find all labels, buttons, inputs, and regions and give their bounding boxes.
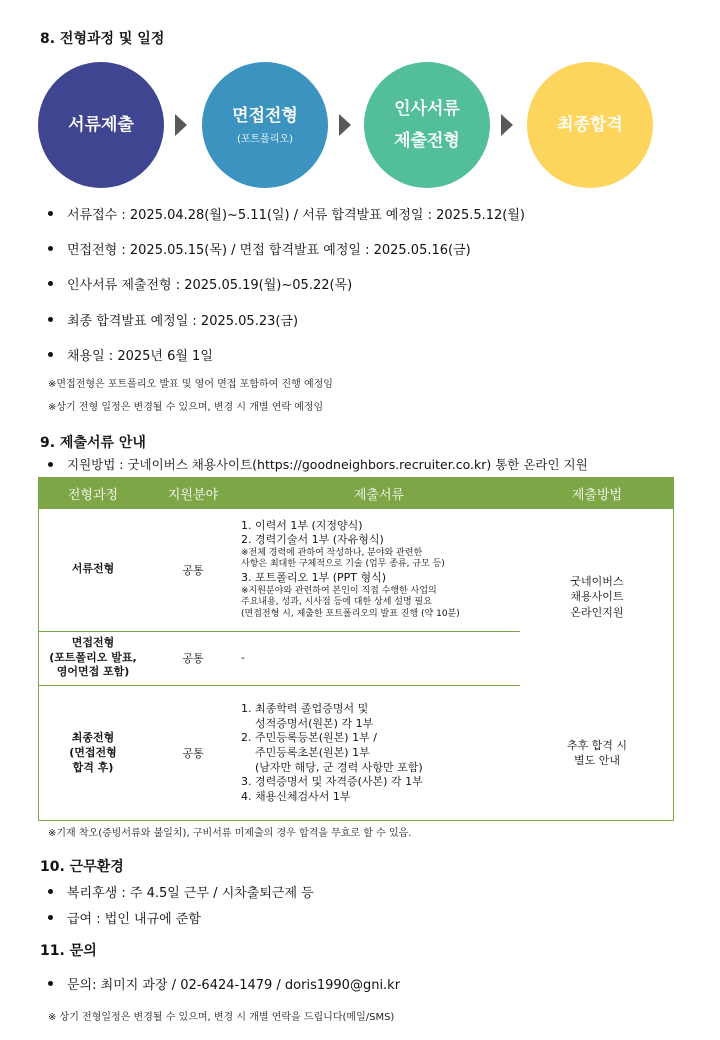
table-row (38, 509, 674, 631)
row-documents (238, 509, 520, 631)
documents-table (38, 477, 674, 821)
table-note: ※기재 착오(증빙서류와 불일치), 구비서류 미제출의 경우 합격을 무효로 할 수 있음. (48, 828, 412, 839)
step-hr-documents (364, 62, 490, 188)
step-final-pass (527, 62, 653, 188)
step-interview (202, 62, 328, 188)
contact-item: 문의: 최미지 과장 / 02-6424-1479 / doris1990@gni.kr (48, 974, 400, 993)
schedule-item: 최종 합격발표 예정일 : 2025.05.23(금) (48, 310, 298, 329)
doc-note: ※전체 경력에 관하여 작성하나, 분야와 관련한 (241, 547, 423, 558)
row-field: 공통 (148, 509, 238, 631)
doc-line: 성적증명서(원본) 각 1부 (255, 716, 374, 730)
header-stage: 전형과정 (38, 477, 148, 509)
step-2-sub: (포트폴리오) (236, 134, 294, 146)
doc-line: (남자만 해당, 군 경력 사항만 포함) (255, 760, 423, 774)
doc-line: 2. 경력기술서 1부 (자유형식) (241, 533, 384, 547)
doc-note: ※지원분야와 관련하여 본인이 직접 수행한 사업의 (241, 585, 437, 596)
doc-note: (면접전형 시, 제출한 포트폴리오의 발표 진행 (약 10분) (241, 609, 460, 620)
doc-line: 1. 이력서 1부 (지정양식) (241, 518, 363, 532)
contact-note: ※ 상기 전형일정은 변경될 수 있으며, 변경 시 개별 연락을 드립니다(메일/SMS) (48, 1012, 395, 1023)
section-11-title: 11. 문의 (40, 943, 97, 959)
row-stage: 최종전형 (면접전형 합격 후) (69, 730, 117, 774)
bullet-icon (48, 352, 53, 357)
schedule-item: 서류접수 : 2025.04.28(월)~5.11(일) / 서류 합격발표 예정일 : 2025.5.12(월) (48, 204, 525, 223)
row-documents (238, 685, 520, 821)
doc-line: 4. 채용신체검사서 1부 (241, 789, 351, 803)
bullet-icon (48, 246, 53, 251)
bullet-icon (48, 889, 53, 894)
bullet-icon (48, 211, 53, 216)
row-documents: - (238, 631, 520, 685)
schedule-note: ※면접전형은 포트폴리오 발표 및 영어 면접 포함하여 진행 예정임 (48, 379, 333, 390)
doc-line: 3. 포트폴리오 1부 (PPT 형식) (241, 571, 387, 585)
bullet-icon (48, 915, 53, 920)
header-method: 제출방법 (520, 477, 674, 509)
work-env-item: 복리후생 : 주 4.5일 근무 / 시차출퇴근제 등 (48, 882, 314, 901)
arrow-right-icon (175, 114, 187, 136)
table-row (38, 685, 674, 821)
row-method: 굿네이버스 채용사이트 온라인지원 (570, 574, 624, 619)
doc-line: 2. 주민등록등본(원본) 1부 / (241, 731, 377, 745)
step-2-label: 면접전형 (232, 105, 298, 126)
doc-note: 사항은 최대한 구체적으로 기술 (업무 종류, 규모 등) (241, 559, 445, 570)
arrow-right-icon (501, 114, 513, 136)
step-3-label-1: 인사서류 (394, 98, 460, 119)
arrow-right-icon (339, 114, 351, 136)
step-4-label: 최종합격 (557, 114, 623, 135)
doc-line: 1. 최종학력 졸업증명서 및 (241, 702, 369, 716)
apply-method: 지원방법 : 굿네이버스 채용사이트(https://goodneighbors.recruiter.co.kr) 통한 온라인 지원 (48, 455, 588, 473)
schedule-item: 면접전형 : 2025.05.15(목) / 면접 합격발표 예정일 : 2025.05.16(금) (48, 239, 471, 258)
schedule-item: 채용일 : 2025년 6월 1일 (48, 345, 213, 364)
row-field: 공통 (148, 631, 238, 685)
bullet-icon (48, 462, 53, 467)
step-1-label: 서류제출 (68, 114, 134, 135)
section-9-title: 9. 제출서류 안내 (40, 435, 146, 451)
doc-note: 주요내용, 성과, 시사점 등에 대한 상세 설명 필요 (241, 597, 432, 608)
table-header-row (38, 477, 674, 509)
bullet-icon (48, 317, 53, 322)
doc-line: 3. 경력증명서 및 자격증(사본) 각 1부 (241, 775, 423, 789)
step-document-submission (38, 62, 164, 188)
header-field: 지원분야 (148, 477, 238, 509)
doc-line: 주민등록초본(원본) 1부 (255, 745, 370, 759)
row-stage: 서류전형 (38, 509, 148, 631)
bullet-icon (48, 281, 53, 286)
work-env-item: 급여 : 법인 내규에 준함 (48, 908, 201, 927)
schedule-item: 인사서류 제출전형 : 2025.05.19(월)~05.22(목) (48, 274, 352, 293)
row-stage: 면접전형 (포트폴리오 발표, 영어면접 포함) (38, 631, 148, 685)
header-documents: 제출서류 (238, 477, 520, 509)
section-8-title: 8. 전형과정 및 일정 (40, 31, 165, 47)
row-field: 공통 (182, 747, 204, 761)
section-10-title: 10. 근무환경 (40, 859, 124, 875)
schedule-note: ※상기 전형 일정은 변경될 수 있으며, 변경 시 개별 연락 예정임 (48, 402, 324, 413)
bullet-icon (48, 981, 53, 986)
step-3-label-2: 제출전형 (394, 131, 460, 151)
row-method: 추후 합격 시 별도 안내 (566, 738, 628, 767)
